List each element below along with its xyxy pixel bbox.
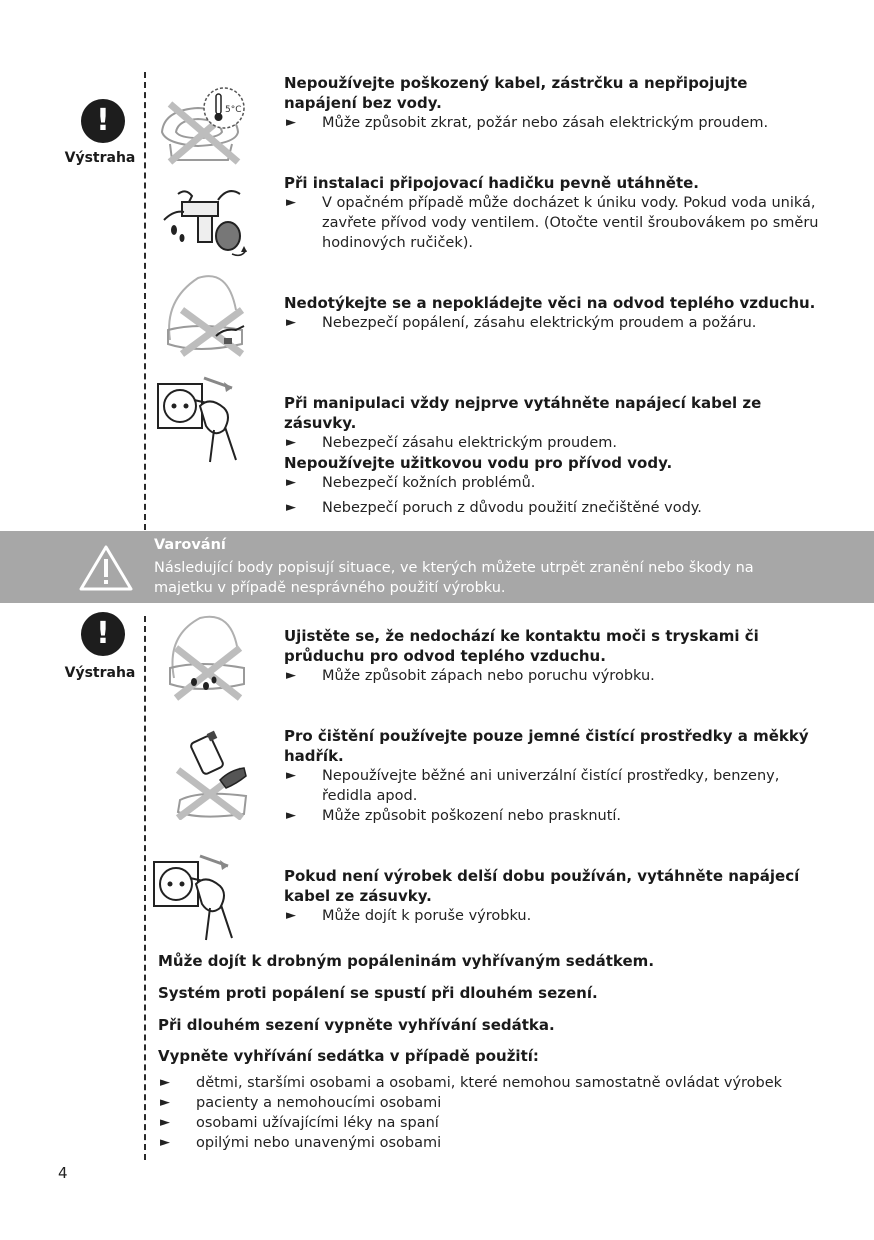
arrow-bullet-icon: ► [286, 195, 296, 210]
exclamation-icon: ! [81, 612, 125, 656]
usage-list [158, 1073, 782, 1153]
temperature-label: 5°C [225, 105, 242, 115]
arrow-bullet-icon: ► [160, 1115, 170, 1130]
arrow-bullet-icon: ► [286, 115, 296, 130]
page-number: 4 [58, 1164, 68, 1182]
item-title: Pro čištění používejte pouze jemné čistící prostředky a měkký hadřík. [284, 727, 809, 765]
list-item: ► Může způsobit zápach nebo poruchu výrobku. [286, 668, 655, 684]
arrow-bullet-icon: ► [286, 908, 296, 923]
item-title: Při manipulaci vždy nejprve vytáhněte napájecí kabel ze zásuvky. [284, 394, 762, 432]
item-title: Nepoužívejte užitkovou vodu pro přívod vody. [284, 454, 673, 472]
list-item: ► Nebezpečí poruch z důvodu použití znečištěné vody. [286, 500, 702, 516]
arrow-bullet-icon: ► [160, 1075, 170, 1090]
arrow-bullet-icon: ► [286, 475, 296, 490]
warning-item-cleaning [284, 726, 824, 826]
arrow-bullet-icon: ► [160, 1135, 170, 1150]
warning-item-urine [284, 626, 824, 686]
list-item: ► Nebezpečí zásahu elektrickým proudem. [286, 435, 618, 451]
list-item: ► osobami užívajícími léky na spaní [160, 1115, 439, 1131]
warning-item-hose [284, 173, 824, 253]
valve-illustration [158, 180, 258, 270]
note-burns: Může dojít k drobným popáleninám vyhřívaným sedátkem. [158, 952, 655, 970]
warning-item-damaged-cable [284, 73, 824, 133]
warning-label: Výstraha [64, 665, 136, 681]
urine-nozzle-illustration [160, 612, 260, 702]
divider-dashed-bottom [144, 616, 146, 1160]
air-outlet-illustration [158, 270, 258, 360]
divider-dashed-top [144, 72, 146, 530]
banner-text: Následující body popisují situace, ve kterých můžete utrpět zranění nebo škody na majetku v případě nesprávného použití výrobku. [154, 560, 754, 596]
list-item: ► Může dojít k poruše výrobku. [286, 908, 532, 924]
arrow-bullet-icon: ► [286, 668, 296, 683]
list-item: ► Nebezpečí popálení, zásahu elektrickým proudem a požáru. [286, 315, 757, 331]
arrow-bullet-icon: ► [160, 1095, 170, 1110]
no-water-illustration [158, 80, 258, 170]
note-usage-heading: Vypněte vyhřívání sedátka v případě použití: [158, 1047, 539, 1065]
list-item: ► pacienty a nemohoucími osobami [160, 1095, 442, 1111]
arrow-bullet-icon: ► [286, 768, 296, 783]
banner-title: Varování [154, 537, 226, 553]
caution-banner [0, 531, 874, 603]
warning-item-unplug [284, 393, 824, 453]
item-title: Ujistěte se, že nedochází ke kontaktu moči s tryskami či průduchu pro odvod teplého vzduchu. [284, 627, 759, 665]
note-anti-burn: Systém proti popálení se spustí při dlouhém sezení. [158, 984, 598, 1002]
warning-item-utility-water [284, 453, 824, 518]
list-item: ► V opačném případě může docházet k úniku vody. Pokud voda uniká, zavřete přívod vody ventilem. (Otočte ventil šroubovákem po směru hodinových ručiček). [286, 195, 819, 251]
warning-item-air-outlet [284, 293, 824, 333]
list-item: ► Může způsobit zkrat, požár nebo zásah elektrickým proudem. [286, 115, 769, 131]
item-title: Nedotýkejte se a nepokládejte věci na odvod teplého vzduchu. [284, 294, 816, 312]
item-title: Při instalaci připojovací hadičku pevně utáhněte. [284, 174, 699, 192]
cleaning-illustration [160, 730, 260, 820]
note-long-sitting: Při dlouhém sezení vypněte vyhřívání sedátka. [158, 1016, 555, 1034]
warning-label: Výstraha [64, 150, 136, 166]
unplug-illustration-2 [150, 852, 250, 942]
item-title: Pokud není výrobek delší dobu používán, vytáhněte napájecí kabel ze zásuvky. [284, 867, 800, 905]
list-item: ► Může způsobit poškození nebo prasknutí. [286, 808, 622, 824]
warning-item-long-unused [284, 866, 824, 926]
list-item: ► opilými nebo unavenými osobami [160, 1135, 442, 1151]
list-item: ► Nebezpečí kožních problémů. [286, 475, 536, 491]
warning-triangle-icon [78, 543, 134, 593]
arrow-bullet-icon: ► [286, 808, 296, 823]
arrow-bullet-icon: ► [286, 315, 296, 330]
item-title: Nepoužívejte poškozený kabel, zástrčku a nepřipojujte napájení bez vody. [284, 74, 748, 112]
arrow-bullet-icon: ► [286, 435, 296, 450]
list-item: ► Nepoužívejte běžné ani univerzální čistící prostředky, benzeny, ředidla apod. [286, 768, 780, 804]
arrow-bullet-icon: ► [286, 500, 296, 515]
exclamation-icon: ! [81, 99, 125, 143]
list-item: ► dětmi, staršími osobami a osobami, které nemohou samostatně ovládat výrobek [160, 1075, 783, 1091]
unplug-illustration [154, 374, 254, 464]
